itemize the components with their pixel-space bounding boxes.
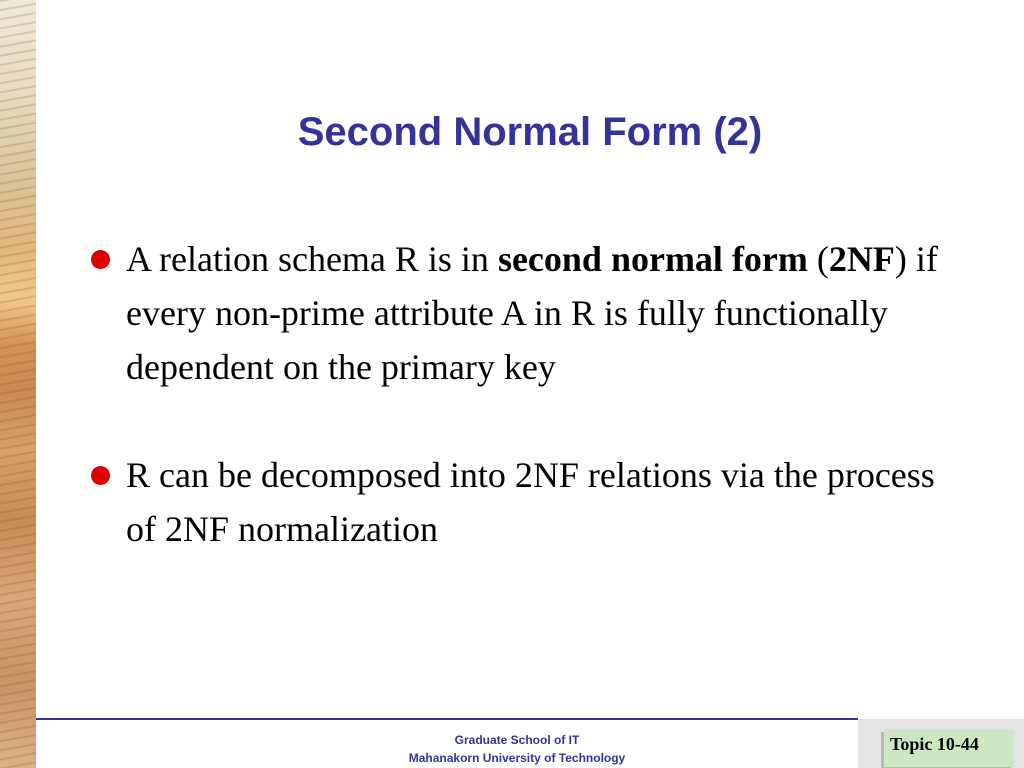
topic-box [858, 719, 1024, 768]
bullet-item-1 [88, 232, 948, 394]
text-segment: A relation schema R is in [126, 239, 498, 279]
bullet-text [126, 239, 938, 387]
footer-institution [36, 731, 998, 767]
bullet-text [126, 455, 935, 549]
topic-label: Topic 10-44 [890, 734, 979, 754]
bullet-item-2 [88, 448, 948, 556]
slide-title: Second Normal Form (2) [297, 110, 763, 154]
term-second-normal-form: second normal form [497, 239, 808, 279]
footer-divider [36, 718, 858, 720]
term-2nf: 2NF [828, 239, 895, 279]
bullet-dot-icon [91, 250, 110, 269]
text-segment: ( [807, 239, 829, 279]
footer-school: Graduate School of IT [454, 733, 580, 747]
text-segment: ) if every non-prime attribute A in R is fully functionally dependent on the primary key [126, 239, 938, 387]
bullet-list [88, 232, 948, 610]
footer-university: Mahanakorn University of Technology [408, 751, 626, 765]
text-segment: R can be decomposed into 2NF relations via the process of 2NF normalization [126, 455, 935, 549]
desert-image-strip [0, 0, 36, 768]
bullet-dot-icon [91, 466, 110, 485]
